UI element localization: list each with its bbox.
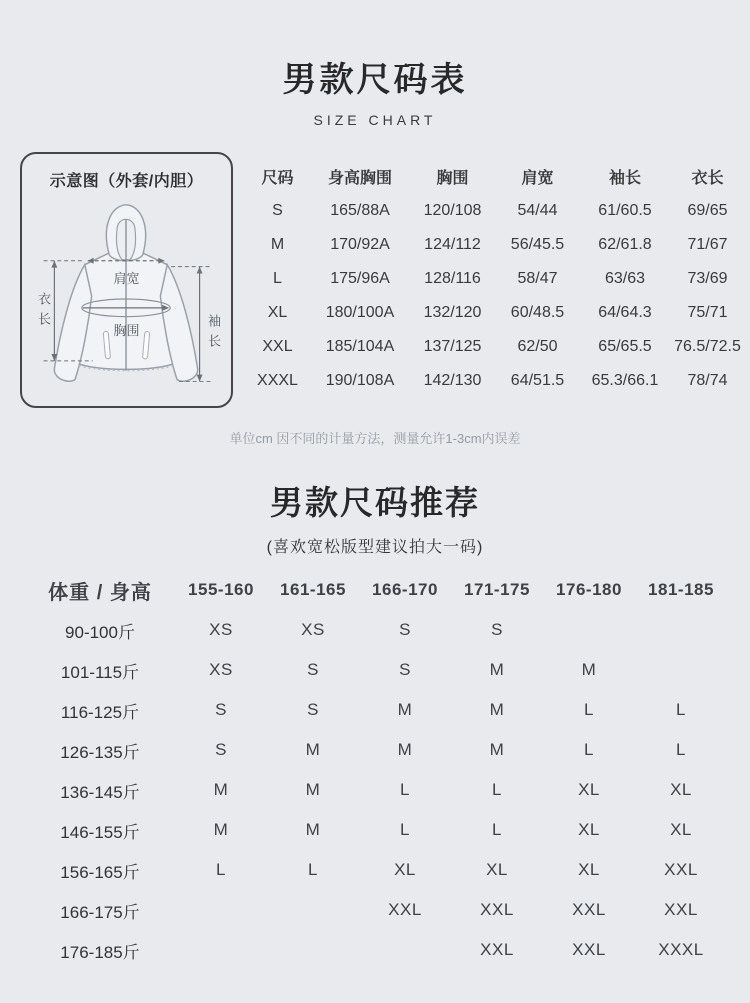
recommended-size-cell: XXL (480, 900, 514, 919)
recommended-size-cell: XS (301, 620, 325, 639)
measurement-cell: 76.5/72.5 (674, 338, 741, 355)
recommended-size-cell: M (397, 700, 413, 719)
recommendation-header-row (25, 570, 727, 610)
recommended-size-cell: L (308, 860, 318, 879)
measurement-cell: 78/74 (687, 372, 728, 389)
weight-range-label: 126-135斤 (60, 742, 140, 762)
size-code-cell: XXL (262, 338, 293, 355)
measurement-cell: 165/88A (330, 202, 390, 219)
label-shoulder-width: 肩宽 (113, 271, 140, 286)
height-range-header: 176-180 (556, 580, 622, 599)
recommendation-row (25, 810, 727, 850)
recommended-size-cell: XS (209, 620, 233, 639)
measurement-cell: 185/104A (325, 338, 395, 355)
recommended-size-cell: XXL (572, 940, 606, 959)
recommended-size-cell: S (215, 740, 227, 759)
weight-range-label: 90-100斤 (65, 622, 135, 642)
recommendation-row (25, 850, 727, 890)
measurement-cell: 56/45.5 (510, 236, 565, 253)
size-code-cell: S (272, 202, 283, 219)
weight-range-label: 176-185斤 (60, 942, 140, 962)
recommended-size-cell: M (489, 740, 505, 759)
size-column-header: 尺码 (261, 169, 294, 187)
height-range-header: 166-170 (372, 580, 438, 599)
size-table-row (245, 194, 745, 228)
recommended-size-cell: M (397, 740, 413, 759)
size-code-cell: L (273, 270, 282, 287)
recommended-size-cell: XXXL (658, 940, 704, 959)
recommended-size-cell: M (305, 820, 321, 839)
size-table-row (245, 364, 745, 398)
measurement-cell: 132/120 (423, 304, 482, 321)
recommendation-row (25, 770, 727, 810)
recommendation-row (25, 930, 727, 970)
size-column-header: 衣长 (691, 169, 724, 187)
measurement-cell: 190/108A (325, 372, 395, 389)
size-code-cell: XL (267, 304, 288, 321)
recommended-size-cell: L (584, 740, 594, 759)
recommended-size-cell: L (216, 860, 226, 879)
recommendation-row (25, 890, 727, 930)
diagram-title: 示意图（外套/内胆） (49, 173, 204, 190)
recommended-size-cell: XXL (480, 940, 514, 959)
size-code-cell: M (270, 236, 285, 253)
recommendation-subtitle: (喜欢宽松版型建议拍大一码) (266, 539, 484, 556)
jacket-illustration (22, 194, 231, 406)
size-code-cell: XXXL (257, 372, 298, 389)
recommended-size-cell: M (581, 660, 597, 679)
weight-range-label: 166-175斤 (60, 902, 140, 922)
height-range-header: 155-160 (188, 580, 254, 599)
weight-range-label: 116-125斤 (60, 702, 140, 722)
label-garment-length: 衣长 (36, 292, 51, 332)
recommended-size-cell: XXL (664, 900, 698, 919)
label-chest-girth: 胸围 (113, 323, 140, 338)
size-table-row (245, 296, 745, 330)
size-column-header: 肩宽 (521, 169, 554, 187)
recommended-size-cell: S (491, 620, 503, 639)
height-range-header: 181-185 (648, 580, 714, 599)
weight-range-label: 146-155斤 (60, 822, 140, 842)
size-chart-header (0, 52, 750, 128)
measurement-cell: 180/100A (325, 304, 395, 321)
label-sleeve-length: 袖长 (206, 314, 221, 354)
recommended-size-cell: M (489, 700, 505, 719)
measurement-cell: 170/92A (330, 236, 390, 253)
size-table-header-row (245, 158, 745, 194)
size-table (245, 158, 745, 398)
recommended-size-cell: S (307, 660, 319, 679)
recommended-size-cell: M (305, 780, 321, 799)
measurement-cell: 54/44 (517, 202, 558, 219)
recommendation-header (0, 477, 750, 557)
recommended-size-cell: S (215, 700, 227, 719)
recommended-size-cell: L (676, 700, 686, 719)
weight-range-label: 136-145斤 (60, 782, 140, 802)
measurement-cell: 175/96A (330, 270, 390, 287)
page-subtitle-en: SIZE CHART (313, 112, 437, 128)
size-column-header: 袖长 (608, 169, 641, 187)
size-column-header: 身高胸围 (327, 169, 392, 187)
measurement-cell: 63/63 (604, 270, 646, 287)
recommended-size-cell: M (213, 780, 229, 799)
height-range-header: 161-165 (280, 580, 346, 599)
weight-range-label: 156-165斤 (60, 862, 140, 882)
measurement-cell: 62/61.8 (598, 236, 652, 253)
size-table-row (245, 330, 745, 364)
weight-height-corner-header: 体重 / 身高 (48, 581, 152, 604)
measurement-cell: 73/69 (687, 270, 728, 287)
recommended-size-cell: S (399, 620, 411, 639)
size-table-row (245, 262, 745, 296)
recommended-size-cell: XL (578, 860, 600, 879)
recommended-size-cell: XXL (664, 860, 698, 879)
recommended-size-cell: XS (209, 660, 233, 679)
measurement-cell: 65/65.5 (598, 338, 652, 355)
measurement-cell: 128/116 (424, 270, 481, 287)
measurement-cell: 75/71 (687, 304, 728, 321)
recommended-size-cell: M (305, 740, 321, 759)
weight-range-label: 101-115斤 (60, 662, 140, 682)
measurement-cell: 60/48.5 (510, 304, 565, 321)
recommendation-row (25, 650, 727, 690)
measurement-cell: 58/47 (517, 270, 558, 287)
garment-diagram (20, 152, 233, 408)
measurement-cell: 64/51.5 (510, 372, 565, 389)
measurement-cell: 71/67 (687, 236, 728, 253)
size-table-row (245, 228, 745, 262)
measurement-cell: 137/125 (423, 338, 482, 355)
page-title: 男款尺码表 (282, 61, 468, 99)
recommended-size-cell: M (213, 820, 229, 839)
recommended-size-cell: L (584, 700, 594, 719)
recommendation-row (25, 690, 727, 730)
measurement-cell: 64/64.3 (598, 304, 652, 321)
measurement-cell: 69/65 (687, 202, 728, 219)
recommended-size-cell: L (492, 780, 502, 799)
measurement-cell: 120/108 (423, 202, 482, 219)
measurement-cell: 142/130 (423, 372, 482, 389)
recommended-size-cell: XL (486, 860, 508, 879)
recommendation-row (25, 730, 727, 770)
measurement-cell: 65.3/66.1 (591, 372, 659, 389)
recommended-size-cell: XL (670, 780, 692, 799)
recommended-size-cell: XL (578, 820, 600, 839)
recommended-size-cell: XXL (388, 900, 422, 919)
height-range-header: 171-175 (464, 580, 530, 599)
measurement-note: 单位cm 因不同的计量方法，测量允许1-3cm内误差 (229, 431, 521, 446)
recommended-size-cell: XL (578, 780, 600, 799)
measurement-cell: 62/50 (517, 338, 558, 355)
recommended-size-cell: L (400, 780, 410, 799)
recommended-size-cell: XXL (572, 900, 606, 919)
recommended-size-cell: XL (394, 860, 416, 879)
recommended-size-cell: L (492, 820, 502, 839)
recommended-size-cell: M (489, 660, 505, 679)
recommended-size-cell: S (307, 700, 319, 719)
measurement-cell: 124/112 (424, 236, 481, 253)
recommendation-row (25, 610, 727, 650)
recommended-size-cell: S (399, 660, 411, 679)
recommendation-table (25, 570, 727, 970)
measurement-cell: 61/60.5 (598, 202, 652, 219)
size-column-header: 胸围 (436, 169, 469, 187)
recommended-size-cell: L (400, 820, 410, 839)
recommendation-title: 男款尺码推荐 (270, 484, 480, 521)
recommended-size-cell: XL (670, 820, 692, 839)
recommended-size-cell: L (676, 740, 686, 759)
